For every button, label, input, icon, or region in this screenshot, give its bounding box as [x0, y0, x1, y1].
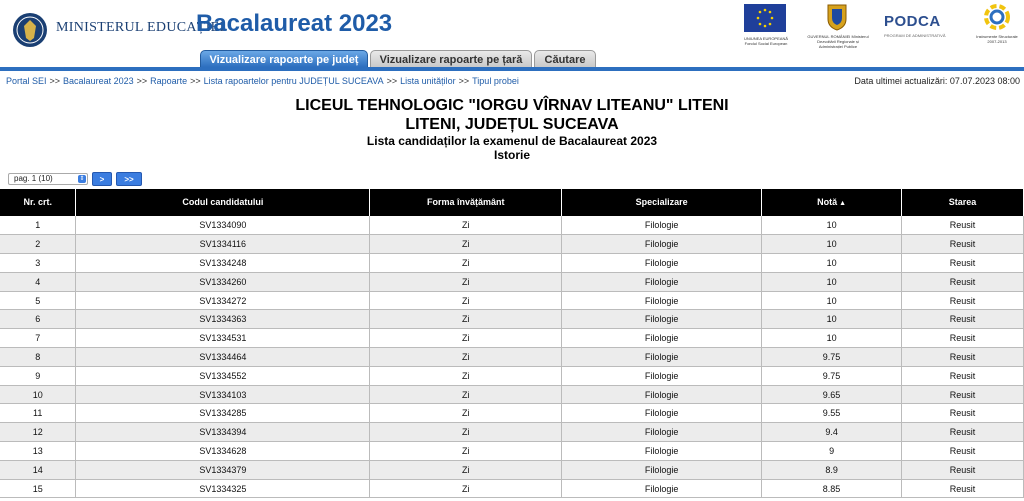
column-header-grade[interactable]	[762, 189, 902, 216]
row-number-cell: 14	[0, 460, 76, 479]
table-header-row	[0, 189, 1024, 216]
table-row	[0, 423, 1024, 442]
grade-cell: 9	[762, 442, 902, 461]
specialization-cell: Filologie	[562, 423, 762, 442]
government-crest-icon	[826, 3, 848, 31]
candidate-code-cell: SV1334272	[76, 291, 370, 310]
education-form-cell: Zi	[370, 366, 562, 385]
table-row	[0, 291, 1024, 310]
table-row	[0, 404, 1024, 423]
specialization-cell: Filologie	[562, 460, 762, 479]
education-form-cell: Zi	[370, 479, 562, 498]
table-row	[0, 460, 1024, 479]
column-header-education-form[interactable]: Forma învățământ	[370, 189, 562, 216]
specialization-cell: Filologie	[562, 404, 762, 423]
row-number-cell: 2	[0, 235, 76, 254]
column-header-nr[interactable]: Nr. crt.	[0, 189, 76, 216]
table-row	[0, 385, 1024, 404]
row-number-cell: 9	[0, 366, 76, 385]
breadcrumb-portal-sei[interactable]: Portal SEI	[6, 76, 47, 86]
education-form-cell: Zi	[370, 442, 562, 461]
education-form-cell: Zi	[370, 216, 562, 235]
last-updated: Data ultimei actualizări: 07.07.2023 08:00	[854, 76, 1020, 86]
specialization-cell: Filologie	[562, 479, 762, 498]
candidate-code-cell: SV1334260	[76, 272, 370, 291]
candidate-code-cell: SV1334464	[76, 348, 370, 367]
status-cell: Reusit	[902, 460, 1024, 479]
status-cell: Reusit	[902, 216, 1024, 235]
grade-cell: 8.9	[762, 460, 902, 479]
table-row	[0, 329, 1024, 348]
tab-county-reports[interactable]: Vizualizare rapoarte pe județ	[200, 50, 368, 68]
grade-cell: 10	[762, 235, 902, 254]
grade-cell: 10	[762, 329, 902, 348]
status-cell: Reusit	[902, 442, 1024, 461]
table-row	[0, 272, 1024, 291]
status-cell: Reusit	[902, 235, 1024, 254]
breadcrumb-separator: >>	[190, 76, 201, 86]
candidate-code-cell: SV1334394	[76, 423, 370, 442]
list-title: Lista candidaților la examenul de Bacalaureat 2023	[366, 134, 658, 148]
table-row	[0, 442, 1024, 461]
school-name: LICEUL TEHNOLOGIC "IORGU VÎRNAV LITEANU" LITENI	[295, 97, 729, 114]
school-location: LITENI, JUDEȚUL SUCEAVA	[405, 116, 619, 133]
specialization-cell: Filologie	[562, 329, 762, 348]
table-row	[0, 216, 1024, 235]
status-cell: Reusit	[902, 366, 1024, 385]
status-cell: Reusit	[902, 272, 1024, 291]
breadcrumb-bacalaureat-2023[interactable]: Bacalaureat 2023	[63, 76, 134, 86]
government-logo-caption: GUVERNUL ROMÂNIEI Ministerul Dezvoltării Regionale și Administrației Publice	[807, 34, 869, 49]
education-form-cell: Zi	[370, 254, 562, 273]
status-cell: Reusit	[902, 423, 1024, 442]
specialization-cell: Filologie	[562, 310, 762, 329]
education-form-cell: Zi	[370, 310, 562, 329]
status-cell: Reusit	[902, 385, 1024, 404]
ministry-name[interactable]: MINISTERUL EDUCAȚIEI	[56, 20, 225, 35]
candidate-code-cell: SV1334285	[76, 404, 370, 423]
grade-cell: 8.85	[762, 479, 902, 498]
table-body	[0, 216, 1024, 498]
breadcrumb-separator: >>	[49, 76, 61, 86]
page-select[interactable]	[8, 173, 88, 185]
table-row	[0, 366, 1024, 385]
specialization-cell: Filologie	[562, 442, 762, 461]
row-number-cell: 5	[0, 291, 76, 310]
breadcrumb-separator: >>	[136, 76, 148, 86]
exam-subject: Istorie	[493, 148, 530, 162]
breadcrumb-exam-type[interactable]: Tipul probei	[472, 76, 519, 86]
structural-instruments-caption: Instrumente Structurale 2007-2013	[976, 34, 1018, 44]
education-form-cell: Zi	[370, 329, 562, 348]
education-form-cell: Zi	[370, 404, 562, 423]
specialization-cell: Filologie	[562, 216, 762, 235]
column-header-candidate-code[interactable]: Codul candidatului	[76, 189, 370, 216]
grade-cell: 9.75	[762, 348, 902, 367]
page-titles	[0, 96, 1024, 162]
candidate-code-cell: SV1334628	[76, 442, 370, 461]
education-form-cell: Zi	[370, 385, 562, 404]
table-row	[0, 310, 1024, 329]
breadcrumb-units[interactable]: Lista unităților	[400, 76, 456, 86]
row-number-cell: 10	[0, 385, 76, 404]
eu-logo-caption: UNIUNEA EUROPEANĂ Fondul Social European	[743, 36, 788, 46]
row-number-cell: 3	[0, 254, 76, 273]
status-cell: Reusit	[902, 310, 1024, 329]
grade-cell: 9.4	[762, 423, 902, 442]
breadcrumb-county-reports[interactable]: Lista rapoartelor pentru JUDEȚUL SUCEAVA	[203, 76, 384, 86]
table-row	[0, 348, 1024, 367]
status-cell: Reusit	[902, 291, 1024, 310]
specialization-cell: Filologie	[562, 291, 762, 310]
sort-ascending-icon: ▲	[839, 199, 847, 207]
candidates-table	[0, 189, 1024, 498]
ministry-crest-icon	[12, 10, 48, 50]
breadcrumb-separator: >>	[458, 76, 470, 86]
row-number-cell: 1	[0, 216, 76, 235]
page-select-value: pag. 1 (10)	[14, 174, 53, 183]
candidate-code-cell: SV1334103	[76, 385, 370, 404]
table-row	[0, 254, 1024, 273]
row-number-cell: 15	[0, 479, 76, 498]
education-form-cell: Zi	[370, 272, 562, 291]
breadcrumb-rapoarte[interactable]: Rapoarte	[150, 76, 188, 86]
app-title[interactable]: Bacalaureat 2023	[196, 10, 393, 37]
status-cell: Reusit	[902, 404, 1024, 423]
last-page-button[interactable]: >>	[116, 172, 142, 186]
status-cell: Reusit	[902, 479, 1024, 498]
candidate-code-cell: SV1334090	[76, 216, 370, 235]
row-number-cell: 4	[0, 272, 76, 291]
grade-cell: 9.55	[762, 404, 902, 423]
select-arrows-icon: ⇕	[79, 176, 85, 182]
candidate-code-cell: SV1334116	[76, 235, 370, 254]
row-number-cell: 13	[0, 442, 76, 461]
column-header-specialization[interactable]: Specializare	[562, 189, 762, 216]
grade-header-label: Notă	[817, 196, 838, 207]
candidate-code-cell: SV1334363	[76, 310, 370, 329]
grade-cell: 10	[762, 272, 902, 291]
row-number-cell: 6	[0, 310, 76, 329]
structural-instruments-icon	[982, 2, 1012, 32]
specialization-cell: Filologie	[562, 385, 762, 404]
breadcrumb	[6, 76, 519, 86]
grade-cell: 9.65	[762, 385, 902, 404]
row-number-cell: 11	[0, 404, 76, 423]
grade-cell: 9.75	[762, 366, 902, 385]
grade-cell: 10	[762, 310, 902, 329]
table-row	[0, 235, 1024, 254]
next-page-button[interactable]: >	[92, 172, 112, 186]
candidate-code-cell: SV1334379	[76, 460, 370, 479]
specialization-cell: Filologie	[562, 348, 762, 367]
candidate-code-cell: SV1334531	[76, 329, 370, 348]
specialization-cell: Filologie	[562, 366, 762, 385]
grade-cell: 10	[762, 254, 902, 273]
podca-logo: PODCA	[884, 13, 941, 30]
eu-flag-icon	[744, 4, 786, 32]
status-cell: Reusit	[902, 348, 1024, 367]
candidate-code-cell: SV1334552	[76, 366, 370, 385]
education-form-cell: Zi	[370, 291, 562, 310]
row-number-cell: 12	[0, 423, 76, 442]
tab-search[interactable]: Căutare	[534, 50, 596, 68]
specialization-cell: Filologie	[562, 272, 762, 291]
education-form-cell: Zi	[370, 348, 562, 367]
table-row	[0, 479, 1024, 498]
grade-cell: 10	[762, 216, 902, 235]
report-tabs	[0, 50, 1024, 68]
status-cell: Reusit	[902, 254, 1024, 273]
status-cell: Reusit	[902, 329, 1024, 348]
row-number-cell: 7	[0, 329, 76, 348]
grade-cell: 10	[762, 291, 902, 310]
specialization-cell: Filologie	[562, 235, 762, 254]
candidate-code-cell: SV1334325	[76, 479, 370, 498]
column-header-status[interactable]: Starea	[902, 189, 1024, 216]
candidate-code-cell: SV1334248	[76, 254, 370, 273]
row-number-cell: 8	[0, 348, 76, 367]
tab-underline-bar	[0, 67, 1024, 71]
tab-country-reports[interactable]: Vizualizare rapoarte pe țară	[370, 50, 532, 68]
breadcrumb-separator: >>	[386, 76, 398, 86]
education-form-cell: Zi	[370, 235, 562, 254]
podca-logo-caption: PROGRAM DE ADMINISTRATIVĂ	[884, 33, 946, 38]
education-form-cell: Zi	[370, 423, 562, 442]
specialization-cell: Filologie	[562, 254, 762, 273]
education-form-cell: Zi	[370, 460, 562, 479]
